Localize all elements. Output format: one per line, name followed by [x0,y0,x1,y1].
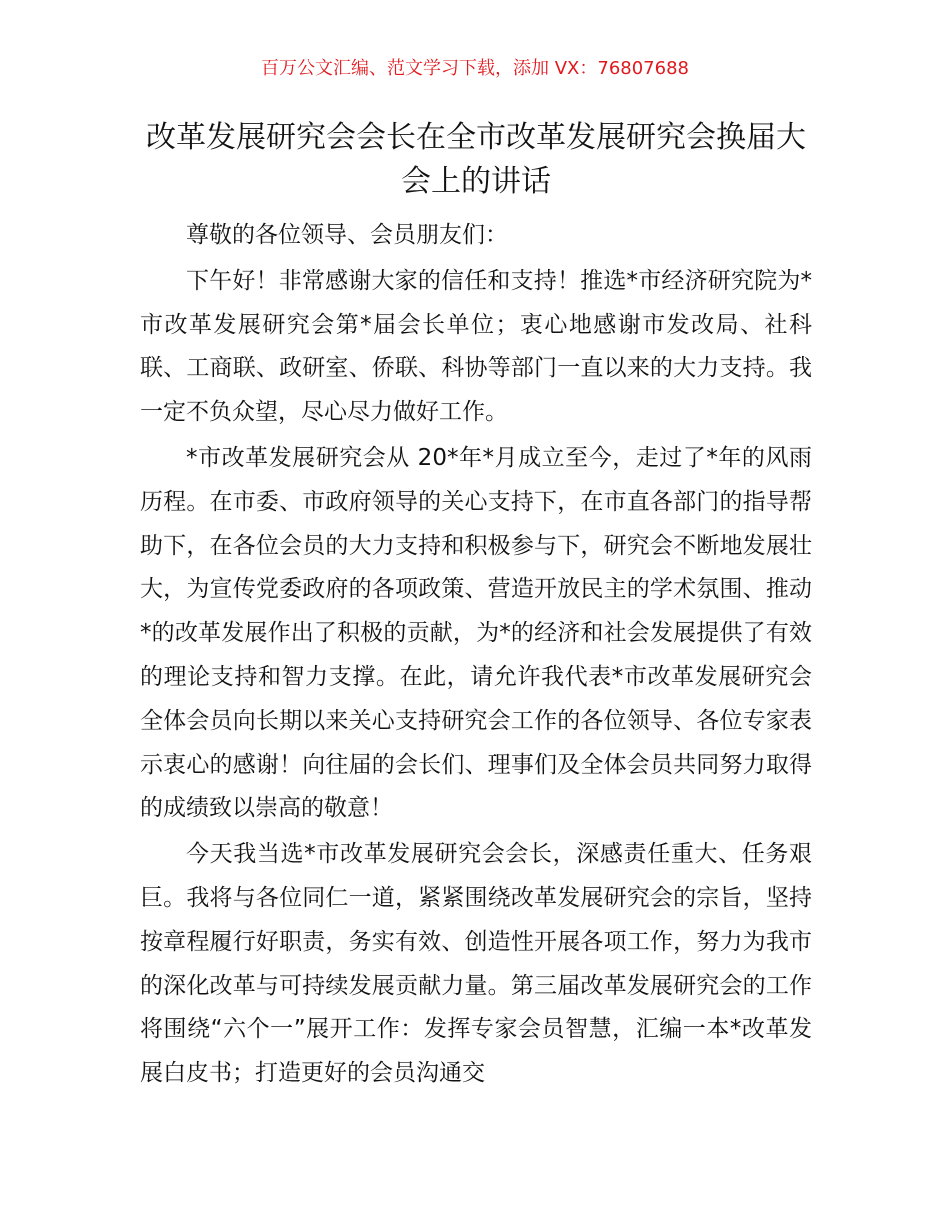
document-body [140,214,812,1098]
document-title: 改革发展研究会会长在全市改革发展研究会换届大会上的讲话 [146,120,806,199]
body-paragraph: *市改革发展研究会从 20*年*月成立至今，走过了*年的风雨历程。在市委、市政府领导的关心支持下，在市直各部门的指导帮助下，在各位会员的大力支持和积极参与下，研究会不断地发展壮大，为宣传党委政府的各项政策、营造开放民主的学术氛围、推动*的改革发展作出了积极的贡献，为*的经济和社会发展提供了有效的理论支持和智力支撑。在此，请允许我代表*市改革发展研究会全体会员向长期以来关心支持研究会工作的各位领导、各位专家表示衷心的感谢！向往届的会长们、理事们及全体会员共同努力取得的成绩致以崇高的敬意！ [140,444,812,822]
header-watermark-note: 百万公文汇编、范文学习下载，添加 VX：76807688 [261,58,689,79]
body-paragraph: 下午好！非常感谢大家的信任和支持！推选*市经济研究院为*市改革发展研究会第*届会长单位；衷心地感谢市发改局、社科联、工商联、政研室、侨联、科协等部门一直以来的大力支持。我一定不负众望，尽心尽力做好工作。 [140,267,812,426]
body-paragraph: 今天我当选*市改革发展研究会会长，深感责任重大、任务艰巨。我将与各位同仁一道，紧紧围绕改革发展研究会的宗旨，坚持按章程履行好职责，务实有效、创造性开展各项工作，努力为我市的深化改革与可持续发展贡献力量。第三届改革发展研究会的工作将围绕“六个一”展开工作：发挥专家会员智慧，汇编一本*改革发展白皮书；打造更好的会员沟通交 [140,841,812,1087]
salutation: 尊敬的各位领导、会员朋友们： [186,222,508,248]
